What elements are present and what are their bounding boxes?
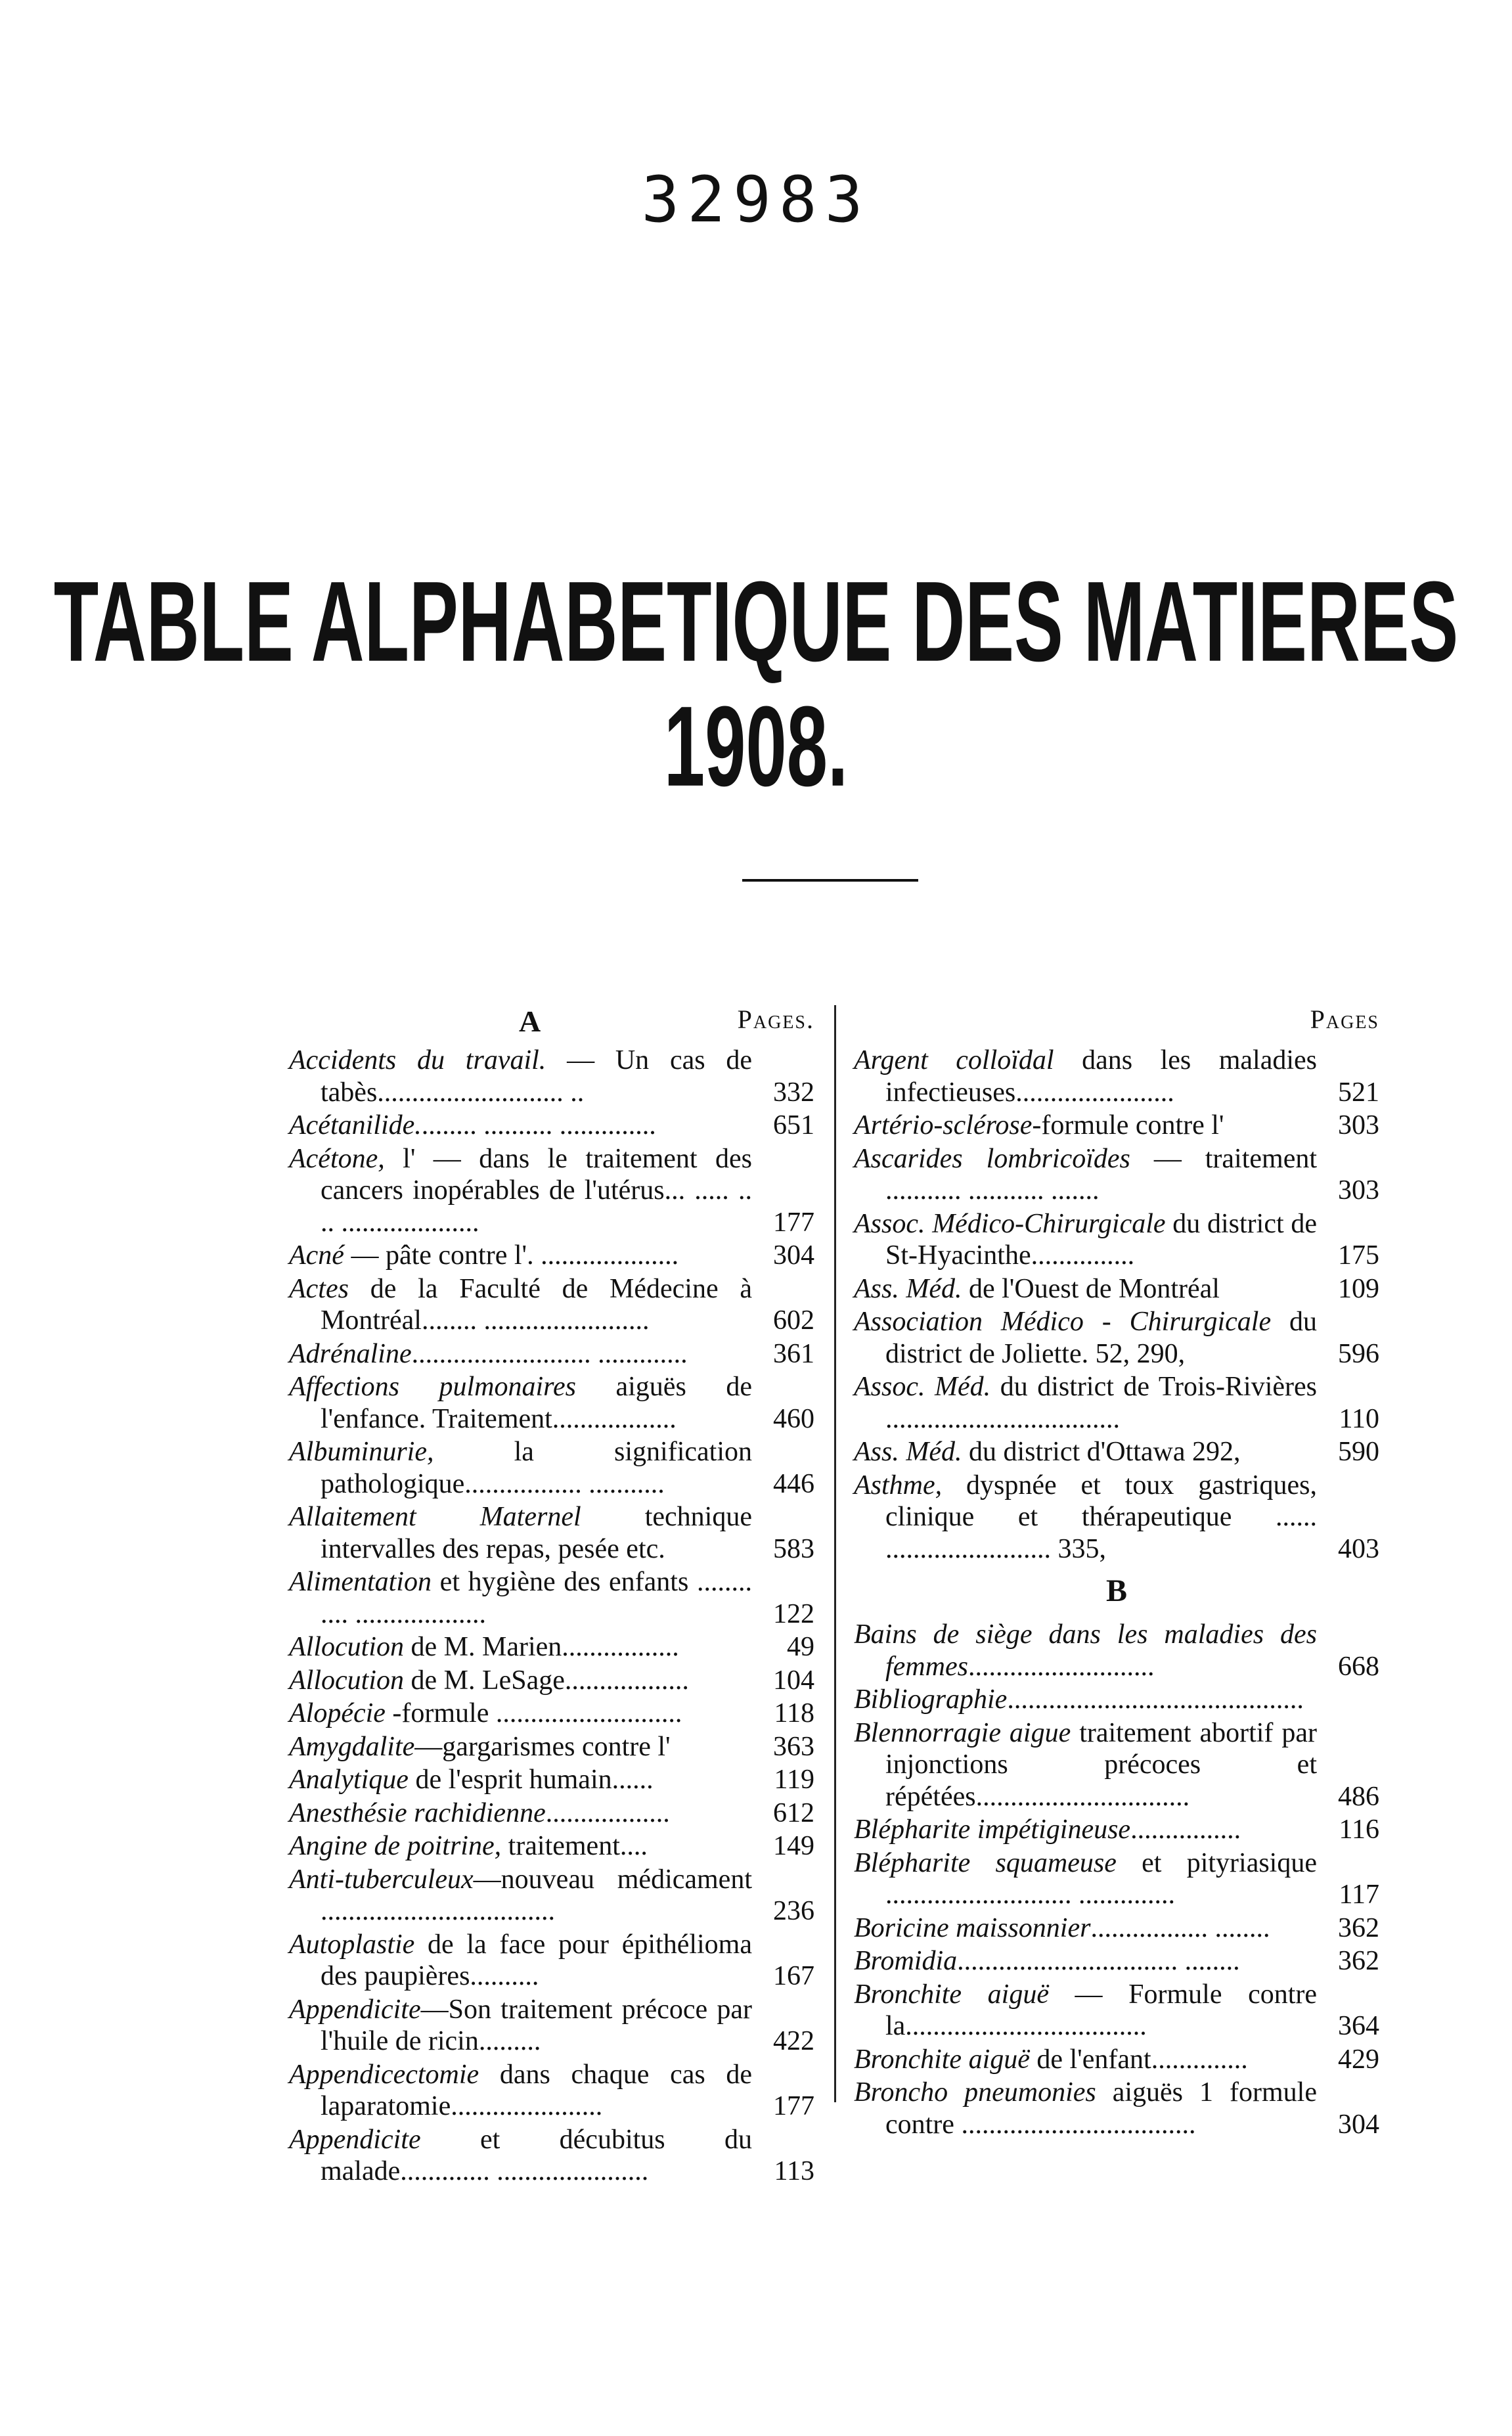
entry-description: de la Faculté de Médecine à Montréal........ ........................ [321,1273,752,1336]
entry-term: Angine de poitrine, [289,1831,502,1861]
entry-text [289,1045,752,1108]
entry-text [289,1864,752,1928]
column-header [854,1004,1379,1043]
entry-page-number: 177 [773,1207,814,1238]
entry-text [854,1371,1317,1435]
entry-description: de l'esprit humain...... [408,1765,654,1795]
index-list [289,1045,814,2188]
entry-text [854,1912,1317,1945]
entry-description: ........ .......... .............. [421,1110,656,1140]
index-entry [854,2077,1379,2140]
entry-text [289,1665,752,1697]
index-entry [289,1797,814,1830]
entry-text [289,1731,752,1763]
index-entry [289,2059,814,2123]
entry-text [289,1994,752,2058]
index-entry [289,1864,814,1928]
index-entry [854,1143,1379,1207]
entry-text [289,1566,752,1630]
section-letter: A [519,1004,541,1038]
index-entry [854,2044,1379,2076]
index-list [854,1619,1379,2140]
entry-description: et pityriasique ........................... .............. [885,1847,1317,1910]
entry-description: — Un cas de tabès........................... .. [321,1045,752,1108]
entry-description: ................. ........ [1090,1912,1270,1943]
index-entry [854,1273,1379,1305]
separator-rule [742,879,918,882]
index-list [854,1045,1379,1565]
index-entry [289,1501,814,1565]
entry-term: Broncho pneumonies [854,2077,1096,2108]
entry-text [854,2044,1317,2076]
entry-description: du district d'Ottawa 292, [962,1437,1241,1467]
entry-page-number: 668 [1338,1651,1379,1682]
entry-description: aiguës 1 formule contre .................................. [885,2077,1317,2140]
entry-term: Bronchite aiguë [854,1979,1049,2010]
entry-description: traitement abortif par injonctions précoces et répétées............................... [885,1717,1317,1812]
entry-description: et décubitus du malade............. ...................... [321,2124,752,2186]
entry-page-number: 583 [773,1533,814,1564]
entry-term: Adrénaline [289,1338,412,1369]
entry-description: traitement.... [501,1831,648,1861]
entry-text [289,1631,752,1663]
entry-text [854,1684,1317,1716]
entry-text [289,2059,752,2123]
entry-term: Assoc. Méd. [854,1372,991,1402]
entry-description: dyspnée et toux gastriques, clinique et thérapeutique ...... ........................ 335, [885,1470,1317,1564]
entry-text [289,1501,752,1565]
entry-description: — pâte contre l'. .................... [344,1240,679,1271]
entry-text [854,1945,1317,1977]
entry-text [854,1110,1317,1142]
index-entry [854,1045,1379,1108]
entry-text [854,1470,1317,1566]
entry-page-number: 403 [1338,1533,1379,1564]
entry-description: -formule contre l' [1032,1110,1224,1140]
entry-page-number: 596 [1338,1338,1379,1369]
entry-description: dans les maladies infectieuses....................... [885,1045,1317,1108]
entry-description: technique intervalles des repas, pesée etc. [321,1502,752,1564]
index-entry [289,1143,814,1239]
entry-text [854,1143,1317,1207]
index-entry [854,1110,1379,1142]
entry-page-number: 110 [1339,1403,1379,1434]
entry-term: Asthme, [854,1470,943,1500]
entry-term: Blennorragie aigue [854,1717,1071,1748]
entry-description: .......................... ............. [411,1338,688,1369]
index-entry [854,1912,1379,1945]
entry-description: —Son traitement précoce par l'huile de ricin......... [321,1994,752,2056]
entry-description: la signification pathologique................. ........... [321,1437,752,1499]
left-column [289,1004,814,2188]
entry-page-number: 236 [773,1896,814,1926]
entry-text [289,1436,752,1500]
entry-term: Boricine maissonnier [854,1912,1091,1943]
entry-term: Accidents du travail. [289,1045,546,1075]
entry-term: Allocution [289,1665,404,1696]
entry-text [854,1306,1317,1370]
entry-page-number: 117 [1339,1880,1379,1910]
entry-term: Ass. Méd. [854,1437,962,1467]
index-entry [854,1847,1379,1911]
index-entry [854,1979,1379,2042]
index-entry [289,2124,814,2188]
entry-text [289,1830,752,1862]
entry-page-number: 612 [773,1797,814,1828]
right-column [854,1004,1379,2140]
index-entry [854,1436,1379,1468]
entry-description: -formule ........................... [385,1698,682,1728]
entry-description: et hygiène des enfants ........ .... ................... [321,1567,752,1629]
entry-term: Appendicectomie [289,2059,479,2090]
entry-page-number: 149 [773,1831,814,1861]
entry-page-number: 364 [1338,2011,1379,2041]
entry-description: aiguës de l'enfance. Traitement.................. [321,1372,752,1434]
entry-term: Affections pulmonaires [289,1372,576,1402]
entry-term: Artério-sclérose [854,1110,1033,1140]
entry-description: de l'enfant.............. [1029,2044,1248,2075]
entry-text [854,1045,1317,1108]
entry-text [854,1979,1317,2042]
entry-term: Blépharite impétigineuse [854,1815,1131,1845]
entry-page-number: 49 [787,1632,814,1662]
entry-term: Bromidia [854,1946,958,1976]
entry-page-number: 602 [773,1305,814,1336]
entry-term: Actes [289,1273,349,1304]
entry-description: —gargarismes contre l' [414,1731,671,1762]
entry-description: du district de Trois-Rivières .................................. [885,1372,1317,1434]
entry-description: — traitement ........... ........... ....... [885,1143,1318,1206]
section-letter: B [1105,1573,1127,1608]
entry-page-number: 332 [773,1077,814,1108]
index-entry [289,1994,814,2058]
pages-heading: Pages. [737,1004,814,1034]
entry-term: Anesthésie rachidienne [289,1797,546,1828]
entry-page-number: 175 [1338,1240,1379,1271]
entry-page-number: 422 [773,2026,814,2056]
entry-description: de la face pour épithélioma des paupières.......... [321,1929,752,1991]
entry-page-number: 362 [1338,1946,1379,1976]
entry-term: Argent colloïdal [854,1045,1054,1075]
entry-page-number: 304 [773,1240,814,1271]
entry-description: du district de St-Hyacinthe............... [885,1208,1317,1271]
entry-text [854,1273,1317,1305]
index-entry [289,1045,814,1108]
entry-term: Allocution [289,1632,404,1662]
entry-term: Bibliographie [854,1684,1008,1715]
entry-term: Alopécie [289,1698,386,1728]
entry-text [854,1436,1317,1468]
entry-term: Blépharite squameuse [854,1847,1117,1878]
entry-page-number: 361 [773,1338,814,1369]
entry-text [854,1717,1317,1813]
entry-page-number: 429 [1338,2044,1379,2075]
entry-page-number: 104 [773,1665,814,1696]
index-entry [289,1698,814,1730]
entry-text [289,1371,752,1435]
index-entry [289,1665,814,1697]
entry-term: Alimentation [289,1567,432,1597]
entry-page-number: 590 [1338,1437,1379,1467]
entry-description: de l'Ouest de Montréal [962,1273,1220,1304]
entry-page-number: 119 [774,1765,814,1795]
index-entry [289,1830,814,1862]
entry-term: Albuminurie, [289,1437,434,1467]
column-header [289,1004,814,1043]
entry-term: Bronchite aiguë [854,2044,1030,2075]
entry-text [289,1764,752,1796]
entry-text [854,1847,1317,1911]
entry-term: Analytique [289,1765,409,1795]
entry-text [289,1143,752,1239]
entry-description: ........................... [967,1651,1155,1682]
entry-term: Ascarides lombricoïdes [854,1143,1130,1174]
index-entry [289,1566,814,1630]
entry-description: l' — dans le traitement des cancers inopérables de l'utérus... ..... .. .. .................... [321,1143,752,1238]
entry-description: ................ [1130,1815,1241,1845]
index-entry [289,1273,814,1337]
index-entry [854,1684,1379,1716]
entry-page-number: 109 [1338,1273,1379,1304]
entry-term: Anti-tuberculeux [289,1864,474,1895]
entry-page-number: 363 [773,1731,814,1762]
index-entry [854,1814,1379,1846]
entry-text [289,1929,752,1993]
entry-text [854,2077,1317,2140]
page-number: 32983 [641,163,871,237]
entry-description: —nouveau médicament .................................. [321,1864,752,1926]
entry-description: — Formule contre la................................... [885,1979,1318,2041]
index-entry [854,1208,1379,1272]
index-entry [289,1764,814,1796]
index-entry [854,1619,1379,1682]
entry-term: Autoplastie [289,1929,415,1960]
index-entry [854,1717,1379,1813]
column-divider [834,1005,836,2102]
entry-page-number: 460 [773,1403,814,1434]
entry-description: de M. LeSage.................. [403,1665,689,1696]
entry-description: dans chaque cas de laparatomie...................... [321,2059,752,2121]
index-entry [289,1731,814,1763]
index-entry [289,1436,814,1500]
entry-text [289,1698,752,1730]
index-entry [854,1306,1379,1370]
entry-term: Bains de siège dans les maladies des femmes [854,1619,1317,1682]
entry-page-number: 122 [773,1598,814,1629]
entry-text [289,1240,752,1272]
entry-term: Association Médico - Chirurgicale [854,1307,1272,1337]
index-entry [854,1470,1379,1566]
entry-page-number: 303 [1338,1175,1379,1206]
entry-term: Acné [289,1240,344,1271]
pages-heading: Pages [1310,1004,1379,1034]
entry-term: Amygdalite [289,1731,415,1762]
entry-page-number: 304 [1338,2109,1379,2140]
entry-text [289,2124,752,2188]
entry-term: Acétone, [289,1143,385,1174]
index-entry [289,1110,814,1142]
entry-description: du district de Joliette. 52, 290, [885,1307,1318,1369]
entry-description: ........................................... [1007,1684,1304,1715]
entry-term: Acétanilide. [289,1110,422,1140]
entry-term: Appendicite [289,2124,421,2155]
entry-text [289,1273,752,1337]
entry-text [854,1208,1317,1272]
year: 1908. [663,683,849,810]
entry-text [289,1797,752,1830]
entry-term: Allaitement Maternel [289,1502,581,1532]
entry-page-number: 651 [773,1110,814,1140]
entry-page-number: 167 [773,1961,814,1991]
entry-text [289,1338,752,1370]
index-entry [289,1240,814,1272]
entry-text [854,1619,1317,1682]
entry-text [289,1110,752,1142]
entry-page-number: 118 [774,1698,814,1728]
entry-term: Ass. Méd. [854,1273,962,1304]
index-entry [854,1371,1379,1435]
index-entry [854,1945,1379,1977]
entry-page-number: 303 [1338,1110,1379,1140]
index-entry [289,1631,814,1663]
entry-term: Appendicite [289,1994,421,2025]
entry-page-number: 177 [773,2091,814,2121]
entry-page-number: 113 [774,2156,814,2186]
index-entry [289,1371,814,1435]
entry-page-number: 362 [1338,1912,1379,1943]
entry-page-number: 446 [773,1468,814,1499]
entry-description: de M. Marien................. [403,1632,679,1662]
entry-page-number: 486 [1338,1781,1379,1812]
entry-description: ................................ ........ [957,1946,1240,1976]
entry-text [854,1814,1317,1846]
entry-page-number: 521 [1338,1077,1379,1108]
entry-description: .................. [545,1797,670,1828]
index-entry [289,1929,814,1993]
page-title: TABLE ALPHABETIQUE DES MATIERES [53,558,1459,685]
entry-page-number: 116 [1339,1815,1379,1845]
index-entry [289,1338,814,1370]
entry-term: Assoc. Médico-Chirurgicale [854,1208,1166,1239]
